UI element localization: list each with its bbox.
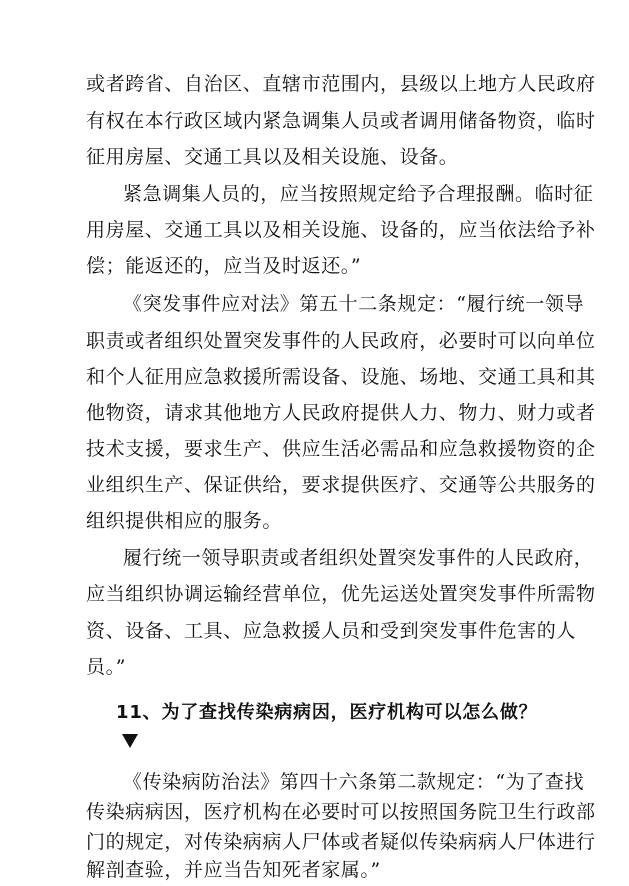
text-line: 技术支援，要求生产、供应生活必需品和应急救援物资的企 [86, 438, 596, 460]
question-heading: 11、为了查找传染病病因，医疗机构可以怎么做？ [116, 702, 538, 723]
text-line: 传染病病因，医疗机构在必要时可以按照国务院卫生行政部 [86, 801, 596, 823]
text-line: 员。” [86, 656, 127, 678]
text-line: 紧急调集人员的，应当按照规定给予合理报酬。临时征 [123, 183, 594, 205]
text-line: 有权在本行政区域内紧急调集人员或者调用储备物资，临时 [86, 110, 596, 132]
text-line: 资、设备、工具、应急救援人员和受到突发事件危害的人 [86, 620, 577, 642]
text-line: 组织提供相应的服务。 [86, 510, 283, 532]
text-line: 和个人征用应急救援所需设备、设施、场地、交通工具和其 [86, 366, 596, 388]
text-line: 偿；能返还的，应当及时返还。” [86, 255, 362, 277]
text-line: 《突发事件应对法》第五十二条规定：“履行统一领导 [123, 293, 585, 315]
text-line: 他物资，请求其他地方人民政府提供人力、物力、财力或者 [86, 402, 596, 424]
text-line: 用房屋、交通工具以及相关设施、设备的，应当依法给予补 [86, 219, 596, 241]
text-line: 《传染病防治法》第四十六条第二款规定：“为了查找 [123, 771, 585, 793]
text-line: 门的规定，对传染病病人尸体或者疑似传染病病人尸体进行 [86, 831, 596, 853]
text-line: 履行统一领导职责或者组织处置突发事件的人民政府， [123, 547, 594, 569]
text-line: 应当组织协调运输经营单位，优先运送处置突发事件所需物 [86, 583, 596, 605]
down-triangle-icon [122, 734, 138, 748]
text-line: 或者跨省、自治区、直辖市范围内，县级以上地方人民政府 [86, 73, 596, 95]
text-line: 业组织生产、保证供给，要求提供医疗、交通等公共服务的 [86, 474, 596, 496]
text-line: 征用房屋、交通工具以及相关设施、设备。 [86, 146, 459, 168]
text-line: 职责或者组织处置突发事件的人民政府，必要时可以向单位 [86, 330, 596, 352]
text-line: 解剖查验，并应当告知死者家属。” [86, 859, 381, 881]
